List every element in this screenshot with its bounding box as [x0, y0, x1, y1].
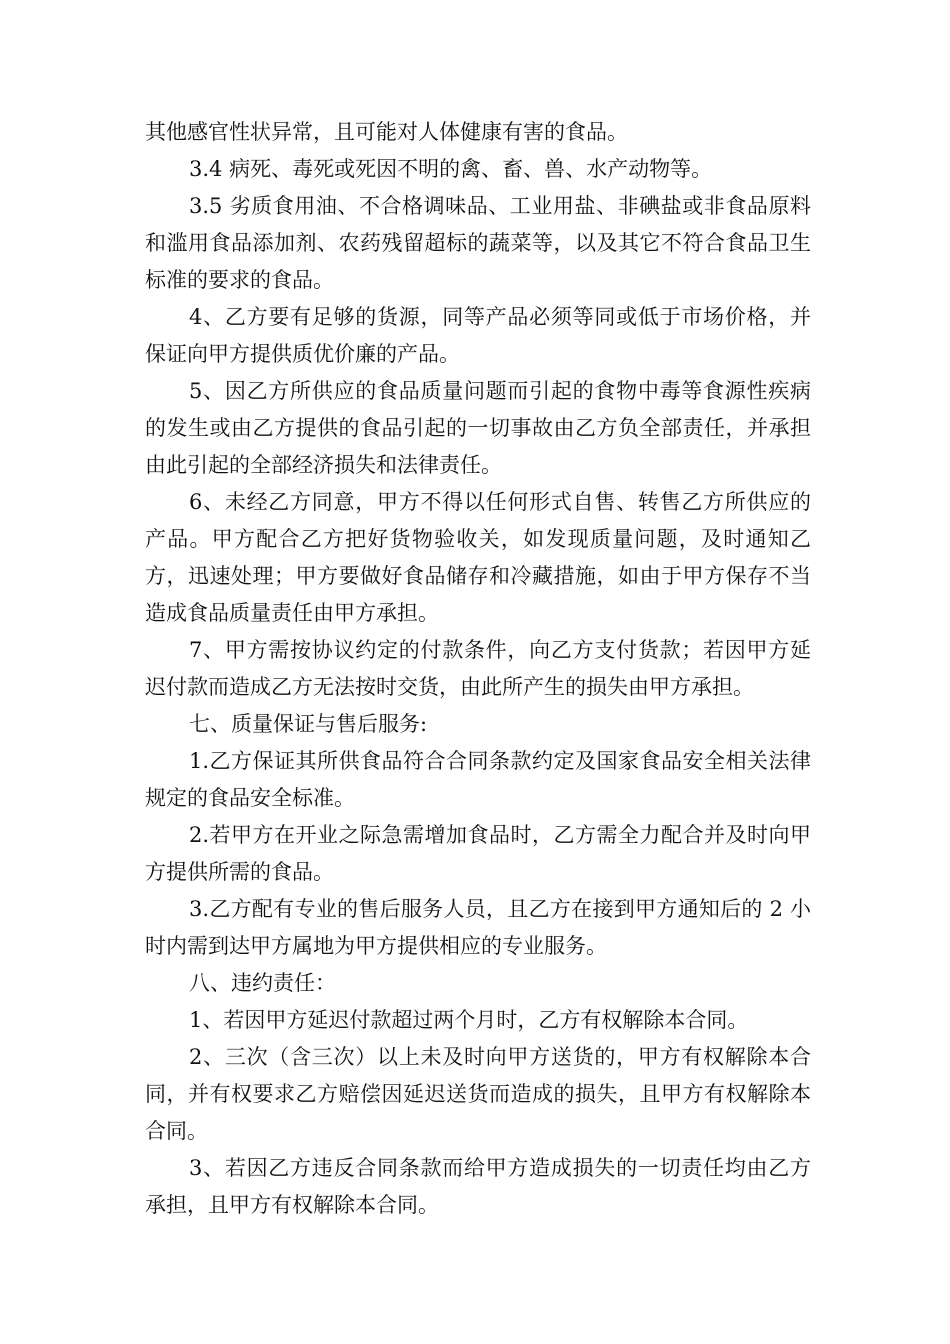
paragraph-5: 5、因乙方所供应的食品质量问题而引起的食物中毒等食源性疾病的发生或由乙方提供的食品引起的一切事故由乙方负全部责任，并承担由此引起的全部经济损失和法律责任。 [145, 379, 811, 477]
paragraph-quality-2: 2.若甲方在开业之际急需增加食品时，乙方需全力配合并及时向甲方提供所需的食品。 [145, 823, 811, 884]
paragraph-liability-2: 2、三次（含三次）以上未及时向甲方送货的，甲方有权解除本合同，并有权要求乙方赔偿因延迟送货而造成的损失，且甲方有权解除本合同。 [145, 1045, 811, 1143]
paragraph-liability-3: 3、若因乙方违反合同条款而给甲方造成损失的一切责任均由乙方承担，且甲方有权解除本合同。 [145, 1156, 811, 1217]
paragraph-quality-1: 1.乙方保证其所供食品符合合同条款约定及国家食品安全相关法律规定的食品安全标准。 [145, 749, 811, 810]
document-body [145, 114, 811, 1224]
paragraph-3-4: 3.4 病死、毒死或死因不明的禽、畜、兽、水产动物等。 [189, 157, 713, 181]
paragraph-7: 7、甲方需按协议约定的付款条件，向乙方支付货款；若因甲方延迟付款而造成乙方无法按时交货，由此所产生的损失由甲方承担。 [145, 638, 811, 699]
paragraph-quality-3: 3.乙方配有专业的售后服务人员，且乙方在接到甲方通知后的 2 小时内需到达甲方属地为甲方提供相应的专业服务。 [145, 897, 811, 958]
paragraph-liability-1: 1、若因甲方延迟付款超过两个月时，乙方有权解除本合同。 [189, 1008, 749, 1032]
section-heading-liability: 八、违约责任： [189, 971, 336, 995]
paragraph-6: 6、未经乙方同意，甲方不得以任何形式自售、转售乙方所供应的产品。甲方配合乙方把好货物验收关，如发现质量问题，及时通知乙方，迅速处理；甲方要做好食品储存和冷藏措施，如由于甲方保存不当造成食品质量责任由甲方承担。 [145, 490, 811, 625]
section-heading-quality-service: 七、质量保证与售后服务: [189, 712, 428, 736]
paragraph-4: 4、乙方要有足够的货源，同等产品必须等同或低于市场价格，并保证向甲方提供质优价廉的产品。 [145, 305, 811, 366]
paragraph-health-hazard: 其他感官性状异常，且可能对人体健康有害的食品。 [145, 120, 628, 144]
paragraph-3-5: 3.5 劣质食用油、不合格调味品、工业用盐、非碘盐或非食品原料和滥用食品添加剂、农药残留超标的蔬菜等，以及其它不符合食品卫生标准的要求的食品。 [145, 194, 811, 292]
